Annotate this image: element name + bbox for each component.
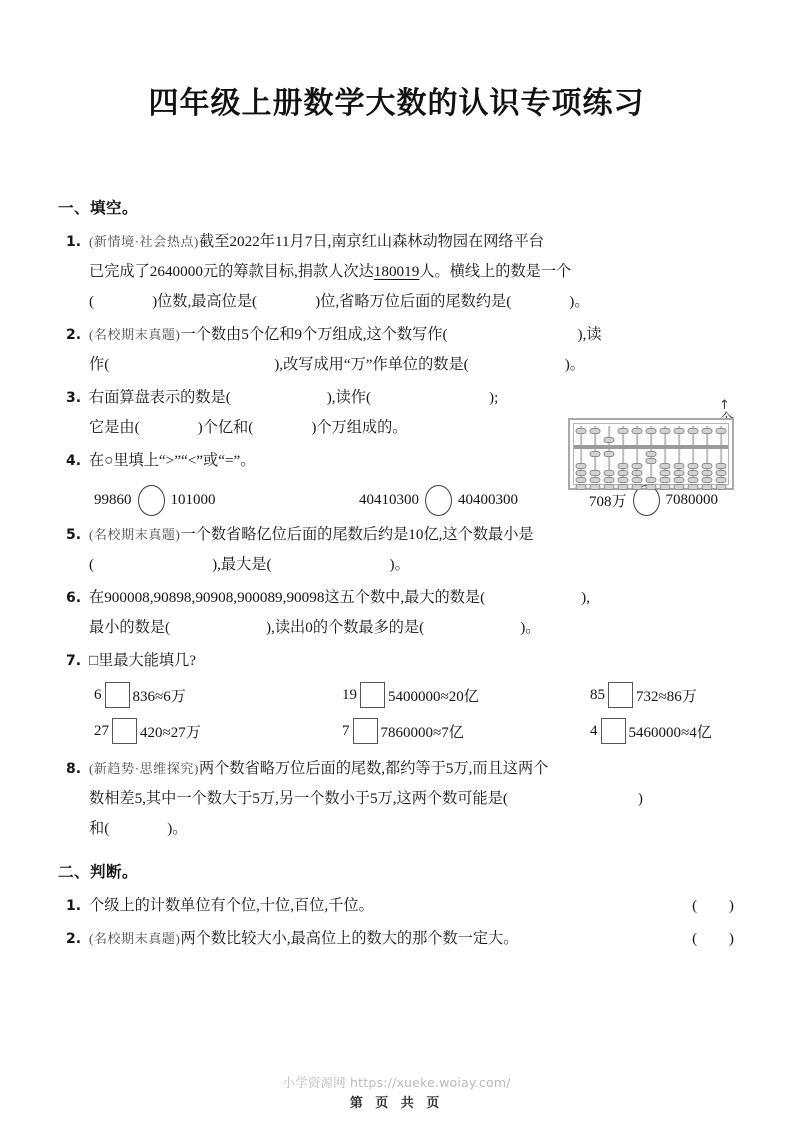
abacus-bead-lower [702, 470, 713, 476]
worksheet-content [58, 196, 748, 957]
abacus-bead-lower [604, 451, 615, 457]
question-2-line2a: 作( [89, 356, 110, 373]
abacus-bead-lower [646, 484, 657, 490]
abacus-bead-lower [688, 463, 699, 469]
question-2-line2b: ),改写成用“万”作单位的数是( [274, 356, 469, 373]
question-3-line1a: 右面算盘表示的数是( [89, 389, 231, 406]
box-prefix: 19 [342, 686, 357, 703]
question-2-line2c: )。 [564, 356, 585, 373]
abacus-bead-lower [674, 463, 685, 469]
abacus-bead-upper [576, 428, 587, 434]
question-4-prompt: 在○里填上“>”“<”或“=”。 [89, 452, 256, 469]
digit-box[interactable] [112, 718, 137, 744]
question-5-line2a: ( [89, 556, 95, 573]
box-suffix: 836≈6万 [132, 688, 186, 705]
box-item [342, 718, 590, 744]
question-6-number: 6. [66, 590, 82, 606]
box-prefix: 6 [94, 686, 102, 703]
abacus-bead-lower [618, 470, 629, 476]
box-item [94, 682, 342, 708]
judge-question-2-number: 2. [66, 931, 82, 947]
abacus-bead-lower [660, 463, 671, 469]
abacus-bead-lower [674, 470, 685, 476]
question-3-line2c: )个万组成的。 [311, 419, 408, 436]
comparison-right-value: 40400300 [458, 492, 518, 508]
question-1-line3b: )位数,最高位是( [152, 293, 258, 310]
question-2 [58, 320, 748, 380]
question-3-line1c: ); [489, 389, 499, 406]
abacus-bead-lower [660, 470, 671, 476]
abacus-bead-upper [688, 428, 699, 434]
question-1-line2b: 人。横线上的数是一个 [419, 263, 572, 280]
box-suffix: 732≈86万 [636, 688, 697, 705]
abacus-bead-lower [632, 477, 643, 483]
abacus-bead-lower [590, 470, 601, 476]
abacus-bead-lower [590, 484, 601, 490]
question-2-tag: (名校期末真题) [89, 327, 181, 342]
comparison-right-value: 101000 [170, 492, 216, 508]
box-suffix: 5460000≈4亿 [628, 724, 712, 741]
comparison-item [94, 485, 359, 516]
digit-box[interactable] [360, 682, 385, 708]
question-3-line2a: 它是由( [89, 419, 140, 436]
question-1-line3d: )。 [569, 293, 590, 310]
judge-question-2 [58, 924, 748, 954]
abacus-bead-upper [604, 437, 615, 443]
abacus-bead-lower [716, 470, 727, 476]
abacus-bead-lower [646, 477, 657, 483]
abacus-bead-lower [576, 463, 587, 469]
question-1-line3a: ( [89, 293, 95, 310]
box-row [94, 682, 748, 708]
box-prefix: 4 [590, 722, 598, 739]
abacus-bead-upper [716, 428, 727, 434]
abacus-bead-lower [688, 484, 699, 490]
question-8-tag: (新趋势·思维探究) [89, 761, 199, 776]
question-6-line2c: )。 [520, 619, 541, 636]
abacus-bead-lower [604, 477, 615, 483]
question-6 [58, 583, 748, 643]
question-7 [58, 646, 748, 676]
abacus-bead-lower [576, 470, 587, 476]
abacus-bead-lower [590, 451, 601, 457]
abacus-bead-lower [604, 470, 615, 476]
abacus-bead-lower [646, 451, 657, 457]
digit-box[interactable] [601, 718, 626, 744]
question-1-highlight-number: 180019 [373, 263, 420, 280]
question-5-line2c: )。 [389, 556, 410, 573]
question-1 [58, 227, 748, 317]
abacus-bead-lower [688, 477, 699, 483]
judge-question-1-text: 个级上的计数单位有个位,十位,百位,千位。 [89, 897, 374, 914]
comparison-left-value: 708万 [589, 494, 627, 510]
question-8-line2a: 数相差5,其中一个数大于5万,另一个数小于5万,这两个数可能是( [89, 790, 508, 807]
judge-question-2-tag: (名校期末真题) [89, 931, 181, 946]
section-heading-fill-in: 一、填空。 [58, 199, 139, 217]
question-7-box-grid [58, 682, 748, 744]
comparison-circle[interactable] [425, 485, 452, 516]
comparison-circle[interactable] [138, 485, 165, 516]
question-6-line1b: ), [581, 589, 590, 606]
box-prefix: 85 [590, 686, 605, 703]
page-footer: 第 页 共 页 [349, 1096, 444, 1111]
question-5-number: 5. [66, 527, 82, 543]
question-2-number: 2. [66, 327, 82, 343]
judge-answer-paren[interactable]: ( ) [692, 897, 748, 914]
comparison-item [359, 485, 589, 516]
abacus-bead-lower [632, 484, 643, 490]
question-3 [58, 383, 748, 443]
comparison-right-value: 7080000 [665, 492, 719, 508]
abacus-bead-upper [674, 428, 685, 434]
abacus-bead-lower [576, 477, 587, 483]
abacus-bead-upper [632, 428, 643, 434]
digit-box[interactable] [608, 682, 633, 708]
abacus-unit-label: ↑ [719, 400, 734, 427]
question-6-line2a: 最小的数是( [89, 619, 170, 636]
abacus-bead-upper [618, 428, 629, 434]
abacus-bead-lower [618, 484, 629, 490]
abacus-bead-upper [660, 428, 671, 434]
abacus-bead-lower [618, 463, 629, 469]
abacus-bead-upper [646, 428, 657, 434]
question-2-line1a: 一个数由5个亿和9个万组成,这个数写作( [180, 326, 448, 343]
question-1-line1: 截至2022年11月7日,南京红山森林动物园在网络平台 [199, 233, 544, 250]
comparison-row [58, 485, 748, 516]
abacus-bead-lower [590, 477, 601, 483]
question-7-number: 7. [66, 653, 82, 669]
abacus-bead-lower [688, 470, 699, 476]
comparison-left-value: 40410300 [359, 492, 419, 508]
page-title: 四年级上册数学大数的认识专项练习 [148, 86, 645, 121]
question-4 [58, 446, 748, 476]
question-5-line2b: ),最大是( [212, 556, 272, 573]
question-4-number: 4. [66, 453, 82, 469]
box-suffix: 7860000≈7亿 [380, 724, 464, 741]
question-5-line1: 一个数省略亿位后面的尾数后约是10亿,这个数最小是 [180, 526, 534, 543]
question-5 [58, 520, 748, 580]
abacus-bead-upper [590, 428, 601, 434]
box-prefix: 27 [94, 722, 109, 739]
section-heading-judgement: 二、判断。 [58, 863, 139, 881]
abacus-bead-lower [660, 484, 671, 490]
question-1-line2a: 已完成了2640000元的筹款目标,捐款人次达 [89, 263, 374, 280]
box-row [94, 718, 748, 744]
abacus-bead-lower [674, 484, 685, 490]
judge-question-1 [58, 891, 748, 921]
abacus-bead-lower [674, 477, 685, 483]
abacus-bead-lower [702, 477, 713, 483]
abacus-bead-lower [646, 458, 657, 464]
box-item [590, 718, 712, 744]
question-8-line3b: )。 [167, 820, 188, 837]
question-3-line2b: )个亿和( [197, 419, 254, 436]
abacus-bead-lower [702, 463, 713, 469]
question-8-line2b: ) [637, 790, 643, 807]
abacus-bead-lower [716, 477, 727, 483]
question-7-prompt: □里最大能填几? [89, 652, 197, 669]
comparison-left-value: 99860 [94, 492, 132, 508]
question-8-line1: 两个数省略万位后面的尾数,都约等于5万,而且这两个 [199, 760, 549, 777]
judge-question-2-text: 两个数比较大小,最高位上的数大的那个数一定大。 [180, 930, 519, 947]
question-8 [58, 754, 748, 844]
question-1-line3c: )位,省略万位后面的尾数约是( [315, 293, 512, 310]
question-3-number: 3. [66, 390, 82, 406]
box-suffix: 5400000≈20亿 [388, 688, 479, 705]
abacus-bead-lower [604, 484, 615, 490]
box-suffix: 420≈27万 [140, 724, 201, 741]
abacus-bead-lower [632, 463, 643, 469]
question-8-number: 8. [66, 761, 82, 777]
box-prefix: 7 [342, 722, 350, 739]
judge-question-1-number: 1. [66, 898, 82, 914]
box-item [94, 718, 342, 744]
abacus-bead-lower [660, 477, 671, 483]
digit-box[interactable] [105, 682, 130, 708]
question-1-tag: (新情境·社会热点) [89, 234, 199, 249]
box-item [590, 682, 697, 708]
abacus-bead-lower [716, 484, 727, 490]
question-6-line2b: ),读出0的个数最多的是( [266, 619, 425, 636]
question-5-tag: (名校期末真题) [89, 527, 181, 542]
question-8-line3a: 和( [89, 820, 110, 837]
abacus-bead-lower [576, 484, 587, 490]
abacus-bead-lower [716, 463, 727, 469]
digit-box[interactable] [353, 718, 378, 744]
abacus-bead-lower [632, 470, 643, 476]
abacus-bead-lower [702, 484, 713, 490]
abacus-bead-lower [618, 477, 629, 483]
box-item [342, 682, 590, 708]
abacus-bead-upper [702, 428, 713, 434]
judge-answer-paren[interactable]: ( ) [692, 930, 748, 947]
abacus-beam [574, 445, 728, 449]
question-3-line1b: ),读作( [326, 389, 372, 406]
question-6-line1a: 在900008,90898,90908,900089,90098这五个数中,最大的数是( [89, 589, 486, 606]
question-1-number: 1. [66, 234, 82, 250]
watermark: 小学资源网 https://xueke.woiay.com/ [282, 1075, 511, 1090]
question-2-line1b: ),读 [577, 326, 602, 343]
